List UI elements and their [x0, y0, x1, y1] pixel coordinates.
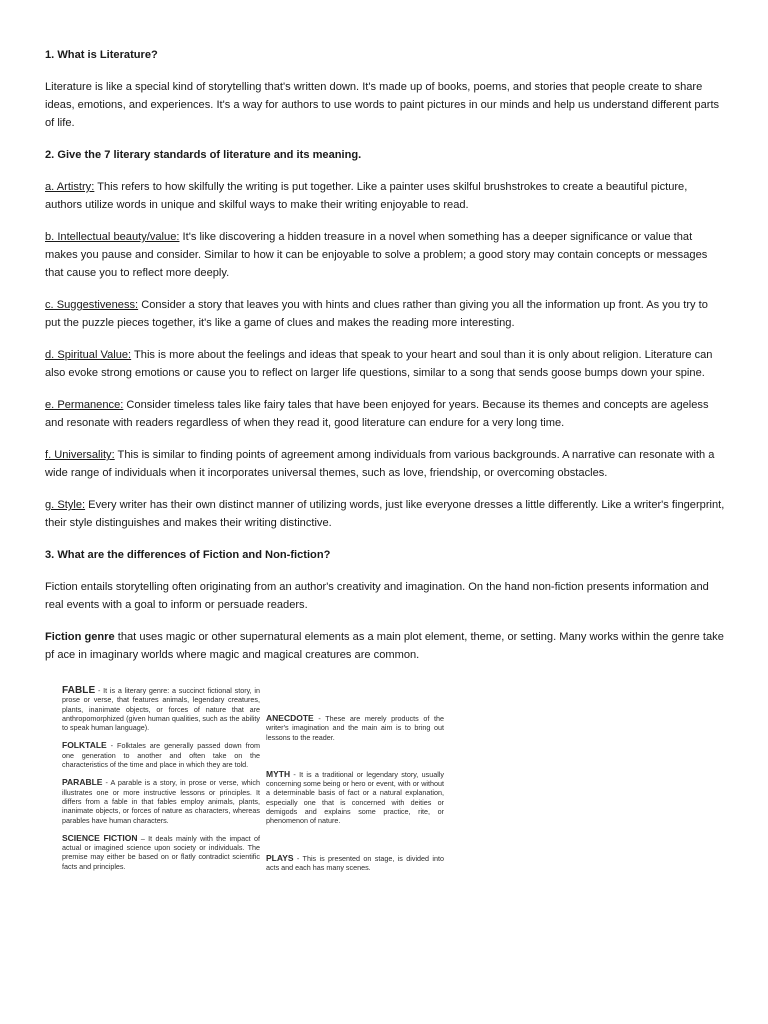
standard-suggestiveness: [45, 296, 725, 332]
genre-entry-plays: [266, 854, 444, 873]
standard-universality: [45, 446, 725, 482]
standard-term: g. Style:: [45, 499, 86, 511]
genre-entry-folktale: [62, 741, 260, 769]
genre-entry-parable: [62, 778, 260, 824]
standard-term: b. Intellectual beauty/value:: [45, 231, 180, 243]
fiction-genre-text: that uses magic or other supernatural elements as a main plot element, theme, or setting. Many works within the genre take pf ace in imaginary worlds where magic and magical creatures are common.: [45, 631, 724, 661]
question-3-answer: Fiction entails storytelling often originating from an author's creativity and imagination. On the hand non-fiction presents information and real events with a goal to inform or persuade readers.: [45, 581, 709, 611]
standard-term: e. Permanence:: [45, 399, 124, 411]
standard-text: Every writer has their own distinct manner of utilizing words, just like everyone dresses a little differently. Like a writer's fingerprint, their style distinguishes and makes their writing distinctive.: [45, 499, 725, 529]
genre-name: SCIENCE FICTION: [62, 832, 138, 843]
genre-entry-anecdote: [266, 714, 444, 742]
standard-text: Consider a story that leaves you with hints and clues rather than giving you all the information up front. As you try to put the puzzle pieces together, it's like a game of clues and makes the reading more interesting.: [45, 299, 708, 329]
standard-spiritual-value: [45, 346, 725, 382]
question-2-heading: 2. Give the 7 literary standards of literature and its meaning.: [45, 149, 362, 161]
fiction-genres-image: [58, 686, 448, 956]
genre-name: ANECDOTE: [266, 713, 314, 723]
standard-term: a. Artistry:: [45, 181, 95, 193]
genre-column-right: [266, 714, 444, 881]
document-page: [45, 46, 725, 678]
genre-description: - Folktales are generally passed down from one generation to another and often take on the characteristics of the time and place in which they are told.: [62, 741, 260, 770]
genre-description: - A parable is a story, in prose or verse, which illustrates one or more instructive lessons or principles. It differs from a fable in that fables employ animals, plants, inanimate objects, or forces of nature as characters, whereas parables have human characters.: [62, 778, 260, 825]
genre-name: PLAYS: [266, 852, 294, 863]
standard-term: f. Universality:: [45, 449, 115, 461]
standard-artistry: [45, 178, 725, 214]
genre-description: - These are merely products of the writer's imagination and the main aim is to bring out lessons to the reader.: [266, 714, 444, 742]
standard-term: d. Spiritual Value:: [45, 349, 132, 361]
standard-text: This is similar to finding points of agreement among individuals from various backgrounds. A narrative can resonate with a wide range of individuals when it incorporates universal themes, such as love, friendship, or overcoming obstacles.: [45, 449, 715, 479]
genre-description: - It is a literary genre: a succinct fictional story, in prose or verse, that features animals, legendary creatures, plants, inanimate objects, or forces of nature that are anthropomorphized (given human qualities, such as the ability to speak human language).: [62, 686, 260, 733]
standard-text: This is more about the feelings and ideas that speak to your heart and soul than it is only about religion. Literature can also evoke strong emotions or cause you to reflect on larger life questions, similar to a song that sends goose bumps down your spine.: [45, 349, 713, 379]
genre-column-left: [62, 686, 260, 880]
genre-description: – It deals mainly with the impact of actual or imagined science upon society or individuals. The premise may either be based on or flatly contradict scientific facts and principles.: [62, 833, 260, 871]
question-1-heading: 1. What is Literature?: [45, 49, 158, 61]
standard-text: Consider timeless tales like fairy tales that have been enjoyed for years. Because its themes and concepts are ageless and resonate with readers regardless of when they read it, good literature can endure for a very long time.: [45, 399, 709, 429]
standard-intellectual-value: [45, 228, 725, 282]
fiction-genre-term: Fiction genre: [45, 631, 115, 643]
standard-term: c. Suggestiveness:: [45, 299, 139, 311]
standard-text: This refers to how skilfully the writing is put together. Like a painter uses skilful brushstrokes to create a beautiful picture, authors utilize words in unique and skilful ways to make their writing enjoyable to read.: [45, 181, 688, 211]
standard-text: It's like discovering a hidden treasure in a novel when something has a deeper significance or value that makes you pause and consider. Similar to how it can be enjoyable to solve a problem; a good story may contain concepts or messages that cause you to reflect more deeply.: [45, 231, 708, 279]
genre-entry-myth: [266, 770, 444, 826]
fiction-genre-paragraph: [45, 628, 725, 664]
genre-entry-fable: [62, 686, 260, 732]
standard-style: [45, 496, 725, 532]
genre-description: - It is a traditional or legendary story, usually concerning some being or hero or event, with or without a determinable basis of fact or a natural explanation, especially one that is concerned with deities or demigods and explains some practice, rite, or phenomenon of nature.: [266, 769, 444, 826]
genre-name: MYTH: [266, 768, 291, 779]
question-1-answer: Literature is like a special kind of storytelling that's written down. It's made up of books, poems, and stories that people create to share ideas, emotions, and experiences. It's a way for authors to use words to paint pictures in our minds and help us understand different parts of life.: [45, 81, 720, 129]
genre-description: - This is presented on stage, is divided into acts and each has many scenes.: [266, 853, 444, 872]
genre-name: FABLE: [62, 685, 96, 696]
genre-name: PARABLE: [62, 777, 103, 788]
question-3-heading: 3. What are the differences of Fiction and Non-fiction?: [45, 549, 331, 561]
standard-permanence: [45, 396, 725, 432]
genre-name: FOLKTALE: [62, 740, 107, 751]
genre-entry-science-fiction: [62, 834, 260, 871]
